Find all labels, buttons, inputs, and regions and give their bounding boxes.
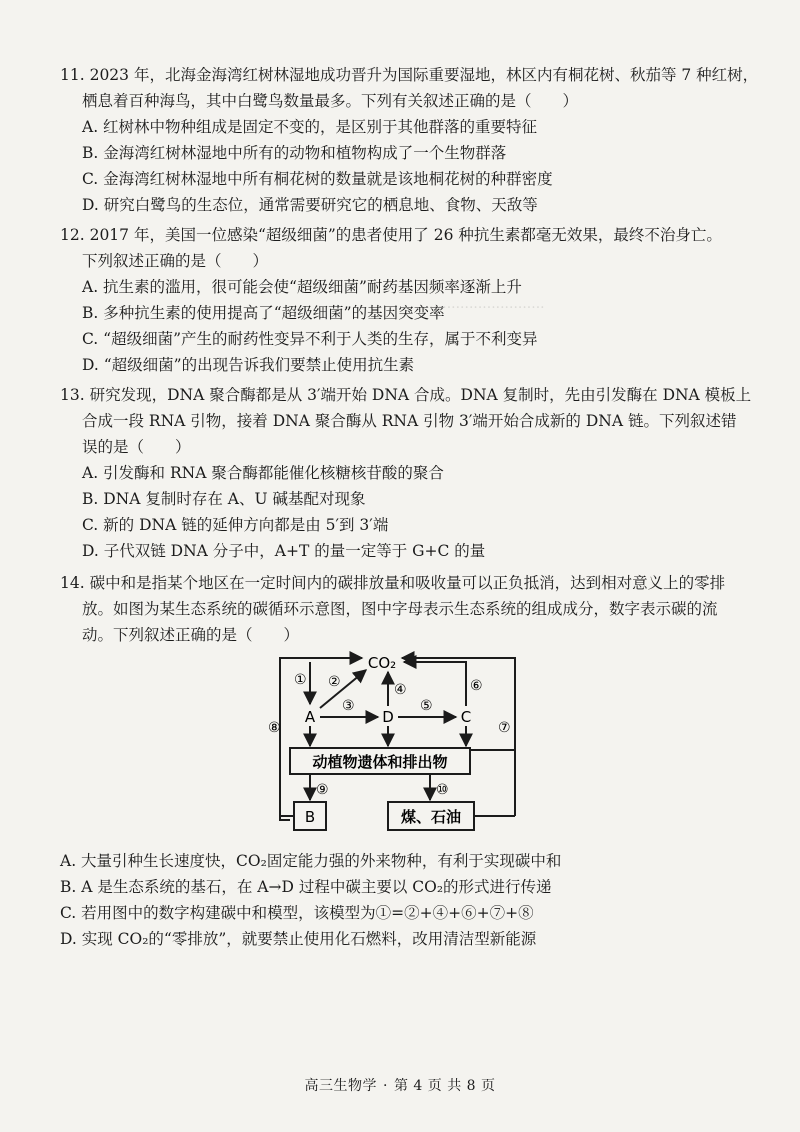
q13-option-b: B. DNA 复制时存在 A、U 碱基配对现象 <box>82 490 366 508</box>
q12-option-b: B. 多种抗生素的使用提高了“超级细菌”的基因突变率 <box>82 304 445 322</box>
label-2: ② <box>328 674 341 690</box>
arrow-7-outer <box>402 658 515 750</box>
footer-separator: · <box>382 1078 388 1094</box>
q13-stem-line-1: 13. 研究发现，DNA 聚合酶都是从 3′端开始 DNA 合成。DNA 复制时，先由引发酶在 DNA 模板上 <box>60 386 752 404</box>
q14-option-b: B. A 是生态系统的基石，在 A→D 过程中碳主要以 CO₂的形式进行传递 <box>60 878 552 896</box>
label-6: ⑥ <box>470 678 483 694</box>
q13-option-a: A. 引发酶和 RNA 聚合酶都能催化核糖核苷酸的聚合 <box>82 464 444 482</box>
q14-option-d: D. 实现 CO₂的“零排放”，就要禁止使用化石燃料，改用清洁型新能源 <box>60 930 537 948</box>
node-b: B <box>304 808 316 826</box>
q12-stem-line-1: 12. 2017 年，美国一位感染“超级细菌”的患者使用了 26 种抗生素都毫无效果，最终不治身亡。 <box>60 226 722 244</box>
q12-option-a: A. 抗生素的滥用，很可能会使“超级细菌”耐药基因频率逐渐上升 <box>82 278 522 296</box>
q14-stem-line-1: 14. 碳中和是指某个地区在一定时间内的碳排放量和吸收量可以正负抵消，达到相对意义上的零排 <box>60 574 726 592</box>
arrow-6 <box>404 662 466 706</box>
remains-label: 动植物遗体和排出物 <box>312 753 448 771</box>
q14-stem-line-3: 动。下列叙述正确的是（ ） <box>82 626 300 644</box>
q12-option-d: D. “超级细菌”的出现告诉我们要禁止使用抗生素 <box>82 356 415 374</box>
q11-option-b: B. 金海湾红树林湿地中所有的动物和植物构成了一个生物群落 <box>82 144 507 162</box>
question-14 <box>60 570 760 648</box>
fossil-label: 煤、石油 <box>400 808 462 826</box>
label-5: ⑤ <box>420 698 433 714</box>
node-a: A <box>304 708 316 726</box>
q11-stem-line-1: 11. 2023 年，北海金海湾红树林湿地成功晋升为国际重要湿地，林区内有桐花树、秋茄等 7 种红树， <box>60 66 759 84</box>
q11-option-d: D. 研究白鹭鸟的生态位，通常需要研究它的栖息地、食物、天敌等 <box>82 196 538 214</box>
label-7: ⑦ <box>498 720 511 736</box>
q12-option-c: C. “超级细菌”产生的耐药性变异不利于人类的生存，属于不利变异 <box>82 330 538 348</box>
label-1: ① <box>294 672 307 688</box>
label-8: ⑧ <box>268 720 281 736</box>
label-9: ⑨ <box>316 782 329 798</box>
q11-stem-line-2: 栖息着百种海鸟，其中白鹭鸟数量最多。下列有关叙述正确的是（ ） <box>82 92 579 110</box>
footer-page-number: 第 4 页 共 8 页 <box>393 1078 496 1094</box>
co2-node: CO₂ <box>367 654 397 672</box>
q14-option-a: A. 大量引种生长速度快，CO₂固定能力强的外来物种，有利于实现碳中和 <box>60 852 562 870</box>
q11-option-a: A. 红树林中物种组成是固定不变的，是区别于其他群落的重要特征 <box>82 118 538 136</box>
footer-subject: 高三生物学 <box>304 1078 377 1094</box>
node-c: C <box>460 708 472 726</box>
q13-option-d: D. 子代双链 DNA 分子中，A+T 的量一定等于 G+C 的量 <box>82 542 486 560</box>
question-14-options <box>60 848 760 952</box>
label-10: ⑩ <box>436 782 449 798</box>
bleed-through-text: ···························· <box>420 300 545 316</box>
label-3: ③ <box>342 698 355 714</box>
q13-stem-line-3: 误的是（ ） <box>82 438 191 456</box>
q11-option-c: C. 金海湾红树林湿地中所有桐花树的数量就是该地桐花树的种群密度 <box>82 170 553 188</box>
question-13 <box>60 382 760 564</box>
carbon-cycle-svg <box>270 640 530 840</box>
question-11 <box>60 62 760 218</box>
node-d: D <box>382 708 394 726</box>
q13-option-c: C. 新的 DNA 链的延伸方向都是由 5′到 3′端 <box>82 516 389 534</box>
q12-stem-line-2: 下列叙述正确的是（ ） <box>82 252 269 270</box>
carbon-cycle-diagram <box>270 640 530 840</box>
q14-stem-line-2: 放。如图为某生态系统的碳循环示意图，图中字母表示生态系统的组成成分，数字表示碳的流 <box>82 600 718 618</box>
page-footer <box>0 1075 800 1095</box>
q14-option-c: C. 若用图中的数字构建碳中和模型，该模型为①=②+④+⑥+⑦+⑧ <box>60 904 534 922</box>
q13-stem-line-2: 合成一段 RNA 引物，接着 DNA 聚合酶从 RNA 引物 3′端开始合成新的 DNA 链。下列叙述错 <box>82 412 737 430</box>
label-4: ④ <box>394 682 407 698</box>
question-12 <box>60 222 760 378</box>
